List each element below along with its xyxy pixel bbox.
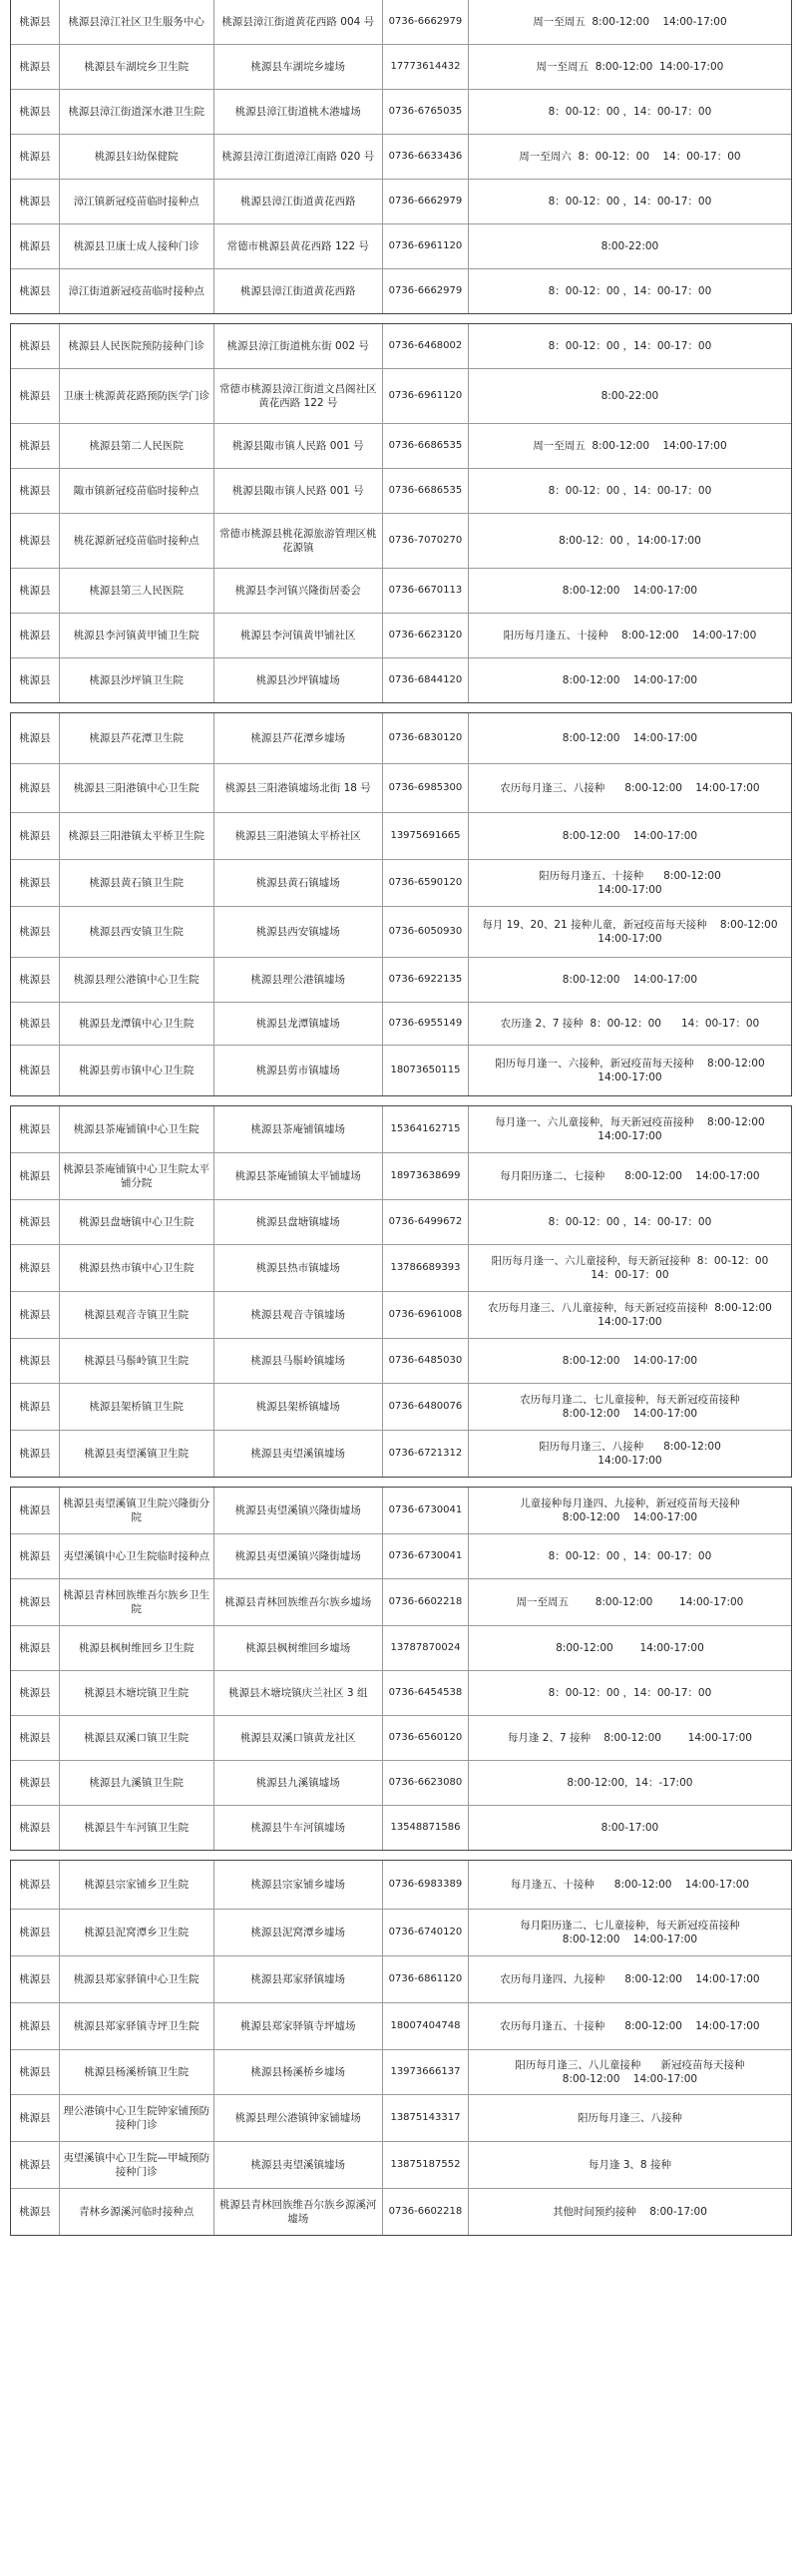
phone-cell: 0736-6983389: [382, 1861, 468, 1909]
hours-cell: 周一至周六 8：00-12：00 14：00-17：00: [468, 135, 791, 179]
unit-name-cell: 漳江街道新冠疫苗临时接种点: [59, 269, 213, 313]
table-row: [11, 613, 791, 657]
phone-cell: 18073650115: [382, 1046, 468, 1095]
address-cell: 桃源县双溪口镇黄龙社区: [213, 1716, 383, 1760]
table-row: [11, 1106, 791, 1152]
table-row: [11, 859, 791, 906]
table-row: [11, 568, 791, 613]
hours-cell: 农历逢 2、7 接种 8：00-12：00 14：00-17：00: [468, 1003, 791, 1045]
address-cell: 桃源县夷望溪镇墟场: [213, 1431, 383, 1477]
county-cell: 桃源县: [19, 1123, 51, 1135]
county-cell: 桃源县: [19, 16, 51, 28]
hours-cell: 8:00-12:00 14:00-17:00: [468, 569, 791, 613]
table-section: [10, 1105, 792, 1478]
phone-cell: 0736-6670113: [382, 569, 468, 613]
phone-cell: 0736-6730041: [382, 1488, 468, 1533]
unit-name-cell: 桃源县妇幼保健院: [59, 135, 213, 179]
hours-cell: 农历每月逢四、九接种 8:00-12:00 14:00-17:00: [468, 1956, 791, 2002]
hours-cell: 每月阳历逢二、七儿童接种，每天新冠疫苗接种 8:00-12:00 14:00-17:00: [468, 1910, 791, 1955]
unit-name-cell: 桃源县郑家驿镇寺坪卫生院: [59, 2003, 213, 2049]
unit-name-cell: 卫康士桃源黄花路预防医学门诊: [59, 369, 213, 423]
phone-cell: 0736-6623120: [382, 614, 468, 657]
hours-cell: 8:00-12:00，14：-17:00: [468, 1761, 791, 1805]
county-cell: 桃源县: [19, 1355, 51, 1367]
table-row: [11, 1338, 791, 1383]
table-row: [11, 1430, 791, 1477]
unit-name-cell: 桃源县西安镇卫生院: [59, 907, 213, 957]
hours-cell: 周一至周五 8:00-12:00 14:00-17:00: [468, 45, 791, 89]
address-cell: 桃源县龙潭镇墟场: [213, 1003, 383, 1045]
address-cell: 桃源县漳江街道漳江南路 020 号: [213, 135, 383, 179]
hours-cell: 每月逢一、六儿童接种，每天新冠疫苗接种 8:00-12:00 14:00-17:00: [468, 1106, 791, 1152]
county-cell: 桃源县: [19, 830, 51, 842]
table-row: [11, 1152, 791, 1199]
hours-cell: 8:00-12:00 14:00-17:00: [468, 813, 791, 859]
phone-cell: 0736-6633436: [382, 135, 468, 179]
address-cell: 桃源县黄石镇墟场: [213, 860, 383, 906]
county-cell: 桃源县: [19, 630, 51, 642]
table-row: [11, 1760, 791, 1805]
table-row: [11, 1805, 791, 1850]
address-cell: 桃源县西安镇墟场: [213, 907, 383, 957]
county-cell: 桃源县: [19, 1018, 51, 1030]
table-row: [11, 1955, 791, 2002]
unit-name-cell: 桃源县杨溪桥镇卫生院: [59, 2050, 213, 2094]
phone-cell: 0736-6662979: [382, 269, 468, 313]
county-cell: 桃源县: [19, 1822, 51, 1834]
address-cell: 桃源县枫树维回乡墟场: [213, 1626, 383, 1670]
unit-name-cell: 桃源县双溪口镇卫生院: [59, 1716, 213, 1760]
county-cell: 桃源县: [19, 240, 51, 252]
county-cell: 桃源县: [19, 440, 51, 452]
table-row: [11, 1244, 791, 1291]
address-cell: 桃源县郑家驿镇墟场: [213, 1956, 383, 2002]
unit-name-cell: 桃源县枫树维回乡卫生院: [59, 1626, 213, 1670]
address-cell: 桃源县三阳港镇太平桥社区: [213, 813, 383, 859]
address-cell: 桃源县杨溪桥乡墟场: [213, 2050, 383, 2094]
address-cell: 桃源县理公港镇墟场: [213, 958, 383, 1002]
hours-cell: 8:00-12：00 ，14:00-17:00: [468, 514, 791, 568]
unit-name-cell: 桃源县漳江街道深水港卫生院: [59, 90, 213, 134]
address-cell: 桃源县漳江街道桃木港墟场: [213, 90, 383, 134]
hours-cell: 周一至周五 8:00-12:00 14:00-17:00: [468, 0, 791, 44]
county-cell: 桃源县: [19, 2112, 51, 2124]
phone-cell: 0736-6485030: [382, 1339, 468, 1383]
phone-cell: 0736-6050930: [382, 907, 468, 957]
hours-cell: 农历每月逢三、八儿童接种，每天新冠疫苗接种 8:00-12:00 14:00-17:00: [468, 1292, 791, 1338]
unit-name-cell: 桃源县夷望溪镇卫生院: [59, 1431, 213, 1477]
address-cell: 常德市桃源县漳江街道文昌阁社区黄花西路 122 号: [213, 369, 383, 423]
hours-cell: 8：00-12：00 ，14：00-17：00: [468, 90, 791, 134]
phone-cell: 0736-6662979: [382, 0, 468, 44]
unit-name-cell: 桃花源新冠疫苗临时接种点: [59, 514, 213, 568]
unit-name-cell: 桃源县茶庵铺镇中心卫生院太平铺分院: [59, 1153, 213, 1199]
phone-cell: 0736-6830120: [382, 713, 468, 763]
unit-name-cell: 桃源县盘塘镇中心卫生院: [59, 1200, 213, 1244]
hours-cell: 周一至周五 8:00-12:00 14:00-17:00: [468, 424, 791, 468]
table-row: [11, 134, 791, 179]
hours-cell: 8：00-12：00 ，14：00-17：00: [468, 269, 791, 313]
phone-cell: 0736-6686535: [382, 424, 468, 468]
phone-cell: 0736-6961120: [382, 224, 468, 268]
hours-cell: 8:00-17:00: [468, 1806, 791, 1850]
county-cell: 桃源县: [19, 585, 51, 597]
address-cell: 桃源县牛车河镇墟场: [213, 1806, 383, 1850]
address-cell: 桃源县茶庵铺镇墟场: [213, 1106, 383, 1152]
table-row: [11, 957, 791, 1002]
hours-cell: 8:00-12:00 14:00-17:00: [468, 1626, 791, 1670]
unit-name-cell: 桃源县第三人民医院: [59, 569, 213, 613]
phone-cell: 0736-6730041: [382, 1534, 468, 1578]
unit-name-cell: 桃源县牛车河镇卫生院: [59, 1806, 213, 1850]
hours-cell: 阳历每月逢三、八接种: [468, 2095, 791, 2141]
address-cell: 桃源县盘塘镇墟场: [213, 1200, 383, 1244]
unit-name-cell: 桃源县剪市镇中心卫生院: [59, 1046, 213, 1095]
unit-name-cell: 桃源县宗家铺乡卫生院: [59, 1861, 213, 1909]
hours-cell: 8:00-12:00 14:00-17:00: [468, 1339, 791, 1383]
phone-cell: 13973666137: [382, 2050, 468, 2094]
county-cell: 桃源县: [19, 1732, 51, 1744]
address-cell: 桃源县沙坪镇墟场: [213, 658, 383, 702]
address-cell: 桃源县理公港镇钟家铺墟场: [213, 2095, 383, 2141]
phone-cell: 0736-6623080: [382, 1761, 468, 1805]
phone-cell: 13548871586: [382, 1806, 468, 1850]
phone-cell: 13975691665: [382, 813, 468, 859]
table-row: [11, 368, 791, 423]
table-row: [11, 812, 791, 859]
phone-cell: 0736-6961008: [382, 1292, 468, 1338]
hours-cell: 8：00-12：00 ，14：00-17：00: [468, 469, 791, 513]
county-cell: 桃源县: [19, 1401, 51, 1413]
unit-name-cell: 桃源县沙坪镇卫生院: [59, 658, 213, 702]
unit-name-cell: 桃源县热市镇中心卫生院: [59, 1245, 213, 1291]
table-row: [11, 713, 791, 763]
county-cell: 桃源县: [19, 974, 51, 986]
phone-cell: 0736-6602218: [382, 1579, 468, 1625]
unit-name-cell: 桃源县郑家驿镇中心卫生院: [59, 1956, 213, 2002]
county-cell: 桃源县: [19, 61, 51, 73]
unit-name-cell: 桃源县木塘垸镇卫生院: [59, 1671, 213, 1715]
hours-cell: 每月逢五、十接种 8:00-12:00 14:00-17:00: [468, 1861, 791, 1909]
phone-cell: 17773614432: [382, 45, 468, 89]
address-cell: 桃源县郑家驿镇寺坪墟场: [213, 2003, 383, 2049]
table-row: [11, 2002, 791, 2049]
phone-cell: 0736-6454538: [382, 1671, 468, 1715]
county-cell: 桃源县: [19, 2159, 51, 2171]
address-cell: 桃源县夷望溪镇墟场: [213, 2142, 383, 2188]
unit-name-cell: 桃源县第二人民医院: [59, 424, 213, 468]
county-cell: 桃源县: [19, 1642, 51, 1654]
table-row: [11, 657, 791, 702]
county-cell: 桃源县: [19, 674, 51, 686]
phone-cell: 0736-7070270: [382, 514, 468, 568]
unit-name-cell: 夷望溪镇中心卫生院—甲城预防接种门诊: [59, 2142, 213, 2188]
address-cell: 桃源县茶庵铺镇太平铺墟场: [213, 1153, 383, 1199]
phone-cell: 0736-6861120: [382, 1956, 468, 2002]
table-row: [11, 1909, 791, 1955]
table-row: [11, 1533, 791, 1578]
unit-name-cell: 桃源县架桥镇卫生院: [59, 1384, 213, 1430]
county-cell: 桃源县: [19, 1687, 51, 1699]
phone-cell: 0736-6560120: [382, 1716, 468, 1760]
hours-cell: 农历每月逢三、八接种 8:00-12:00 14:00-17:00: [468, 764, 791, 812]
phone-cell: 15364162715: [382, 1106, 468, 1152]
county-cell: 桃源县: [19, 1596, 51, 1608]
table-row: [11, 2094, 791, 2141]
phone-cell: 0736-6740120: [382, 1910, 468, 1955]
county-cell: 桃源县: [19, 1927, 51, 1938]
address-cell: 桃源县架桥镇墟场: [213, 1384, 383, 1430]
table-row: [11, 44, 791, 89]
hours-cell: 8：00-12：00 ，14：00-17：00: [468, 180, 791, 223]
county-cell: 桃源县: [19, 2020, 51, 2032]
address-cell: 桃源县泥窝潭乡墟场: [213, 1910, 383, 1955]
table-row: [11, 1625, 791, 1670]
hours-cell: 8：00-12：00 ，14：00-17：00: [468, 1200, 791, 1244]
table-row: [11, 763, 791, 812]
county-cell: 桃源县: [19, 1065, 51, 1076]
hours-cell: 8:00-12:00 14:00-17:00: [468, 958, 791, 1002]
table-section: [10, 323, 792, 703]
phone-cell: 0736-6480076: [382, 1384, 468, 1430]
county-cell: 桃源县: [19, 106, 51, 118]
county-cell: 桃源县: [19, 1879, 51, 1891]
hours-cell: 阳历每月逢一、六儿童接种，每天新冠接种 8：00-12：00 14：00-17：00: [468, 1245, 791, 1291]
hours-cell: 农历每月逢二、七儿童接种，每天新冠疫苗接种 8:00-12:00 14:00-17:00: [468, 1384, 791, 1430]
phone-cell: 0736-6955149: [382, 1003, 468, 1045]
address-cell: 桃源县漳江街道黄花西路: [213, 269, 383, 313]
table-section: [10, 1860, 792, 2236]
address-cell: 桃源县木塘垸镇庆兰社区 3 组: [213, 1671, 383, 1715]
phone-cell: 0736-6765035: [382, 90, 468, 134]
phone-cell: 0736-6662979: [382, 180, 468, 223]
hours-cell: 每月 19、20、21 接种儿童，新冠疫苗每天接种 8:00-12:00 14:00-17:00: [468, 907, 791, 957]
address-cell: 桃源县李河镇兴隆街居委会: [213, 569, 383, 613]
table-row: [11, 89, 791, 134]
hours-cell: 8:00-12:00 14:00-17:00: [468, 713, 791, 763]
hours-cell: 8：00-12：00 ，14：00-17：00: [468, 324, 791, 368]
unit-name-cell: 桃源县人民医院预防接种门诊: [59, 324, 213, 368]
phone-cell: 18973638699: [382, 1153, 468, 1199]
county-cell: 桃源县: [19, 877, 51, 889]
address-cell: 桃源县青林回族维吾尔族乡源溪河墟场: [213, 2189, 383, 2235]
address-cell: 桃源县李河镇黄甲铺社区: [213, 614, 383, 657]
table-row: [11, 513, 791, 568]
address-cell: 桃源县漳江街道桃东街 002 号: [213, 324, 383, 368]
table-row: [11, 906, 791, 957]
address-cell: 桃源县九溪镇墟场: [213, 1761, 383, 1805]
table-row: [11, 468, 791, 513]
address-cell: 桃源县马鬃岭镇墟场: [213, 1339, 383, 1383]
unit-name-cell: 桃源县漳江社区卫生服务中心: [59, 0, 213, 44]
county-cell: 桃源县: [19, 390, 51, 402]
county-cell: 桃源县: [19, 1170, 51, 1182]
county-cell: 桃源县: [19, 1448, 51, 1460]
table-row: [11, 1199, 791, 1244]
address-cell: 桃源县三阳港镇墟场北街 18 号: [213, 764, 383, 812]
table-row: [11, 423, 791, 468]
address-cell: 桃源县宗家铺乡墟场: [213, 1861, 383, 1909]
unit-name-cell: 陬市镇新冠疫苗临时接种点: [59, 469, 213, 513]
unit-name-cell: 桃源县李河镇黄甲铺卫生院: [59, 614, 213, 657]
address-cell: 桃源县漳江街道黄花西路: [213, 180, 383, 223]
unit-name-cell: 桃源县夷望溪镇卫生院兴隆街分院: [59, 1488, 213, 1533]
hours-cell: 周一至周五 8:00-12:00 14:00-17:00: [468, 1579, 791, 1625]
unit-name-cell: 桃源县车湖垸乡卫生院: [59, 45, 213, 89]
hours-cell: 农历每月逢五、十接种 8:00-12:00 14:00-17:00: [468, 2003, 791, 2049]
hours-cell: 其他时间预约接种 8:00-17:00: [468, 2189, 791, 2235]
hours-cell: 阳历每月逢一、六接种，新冠疫苗每天接种 8:00-12:00 14:00-17:00: [468, 1046, 791, 1095]
hours-cell: 8：00-12：00 ，14：00-17：00: [468, 1534, 791, 1578]
hours-cell: 8:00-12:00 14:00-17:00: [468, 658, 791, 702]
address-cell: 桃源县夷望溪镇兴隆街墟场: [213, 1534, 383, 1578]
table-row: [11, 1578, 791, 1625]
hours-cell: 每月逢 2、7 接种 8:00-12:00 14:00-17:00: [468, 1716, 791, 1760]
unit-name-cell: 桃源县卫康士成人接种门诊: [59, 224, 213, 268]
phone-cell: 0736-6961120: [382, 369, 468, 423]
address-cell: 桃源县陬市镇人民路 001 号: [213, 469, 383, 513]
unit-name-cell: 桃源县九溪镇卫生院: [59, 1761, 213, 1805]
unit-name-cell: 桃源县马鬃岭镇卫生院: [59, 1339, 213, 1383]
county-cell: 桃源县: [19, 2206, 51, 2218]
phone-cell: 13786689393: [382, 1245, 468, 1291]
table-row: [11, 223, 791, 268]
county-cell: 桃源县: [19, 1777, 51, 1789]
county-cell: 桃源县: [19, 485, 51, 497]
address-cell: 桃源县剪市镇墟场: [213, 1046, 383, 1095]
unit-name-cell: 青林乡源溪河临时接种点: [59, 2189, 213, 2235]
hours-cell: 阳历每月逢三、八儿童接种 新冠疫苗每天接种 8:00-12:00 14:00-17:00: [468, 2050, 791, 2094]
unit-name-cell: 桃源县芦花潭卫生院: [59, 713, 213, 763]
hours-cell: 8:00-22:00: [468, 369, 791, 423]
table-row: [11, 268, 791, 313]
county-cell: 桃源县: [19, 732, 51, 744]
unit-name-cell: 桃源县观音寺镇卫生院: [59, 1292, 213, 1338]
phone-cell: 0736-6721312: [382, 1431, 468, 1477]
unit-name-cell: 漳江镇新冠疫苗临时接种点: [59, 180, 213, 223]
county-cell: 桃源县: [19, 926, 51, 938]
table-row: [11, 2188, 791, 2235]
county-cell: 桃源县: [19, 1216, 51, 1228]
table-row: [11, 1045, 791, 1095]
table-section: [10, 1487, 792, 1851]
phone-cell: 0736-6844120: [382, 658, 468, 702]
phone-cell: 0736-6922135: [382, 958, 468, 1002]
table-row: [11, 179, 791, 223]
phone-cell: 13875143317: [382, 2095, 468, 2141]
address-cell: 桃源县芦花潭乡墟场: [213, 713, 383, 763]
unit-name-cell: 桃源县青林回族维吾尔族乡卫生院: [59, 1579, 213, 1625]
hours-cell: 每月逢 3、8 接种: [468, 2142, 791, 2188]
hours-cell: 阳历每月逢五、十接种 8:00-12:00 14:00-17:00: [468, 860, 791, 906]
table-row: [11, 2049, 791, 2094]
unit-name-cell: 理公港镇中心卫生院钟家铺预防接种门诊: [59, 2095, 213, 2141]
county-cell: 桃源县: [19, 340, 51, 352]
county-cell: 桃源县: [19, 1973, 51, 1985]
unit-name-cell: 桃源县理公港镇中心卫生院: [59, 958, 213, 1002]
phone-cell: 0736-6468002: [382, 324, 468, 368]
address-cell: 桃源县陬市镇人民路 001 号: [213, 424, 383, 468]
table-section: [10, 712, 792, 1096]
county-cell: 桃源县: [19, 1504, 51, 1516]
county-cell: 桃源县: [19, 196, 51, 208]
table-section: [10, 0, 792, 314]
phone-cell: 0736-6602218: [382, 2189, 468, 2235]
table-row: [11, 324, 791, 368]
phone-cell: 0736-6686535: [382, 469, 468, 513]
address-cell: 桃源县车湖垸乡墟场: [213, 45, 383, 89]
address-cell: 常德市桃源县黄花西路 122 号: [213, 224, 383, 268]
address-cell: 桃源县夷望溪镇兴隆街墟场: [213, 1488, 383, 1533]
county-cell: 桃源县: [19, 535, 51, 547]
county-cell: 桃源县: [19, 285, 51, 297]
phone-cell: 0736-6499672: [382, 1200, 468, 1244]
table-row: [11, 1670, 791, 1715]
county-cell: 桃源县: [19, 1262, 51, 1274]
unit-name-cell: 桃源县黄石镇卫生院: [59, 860, 213, 906]
phone-cell: 0736-6985300: [382, 764, 468, 812]
county-cell: 桃源县: [19, 782, 51, 794]
unit-name-cell: 桃源县龙潭镇中心卫生院: [59, 1003, 213, 1045]
county-cell: 桃源县: [19, 1550, 51, 1562]
table-row: [11, 1002, 791, 1045]
phone-cell: 18007404748: [382, 2003, 468, 2049]
county-cell: 桃源县: [19, 151, 51, 163]
hours-cell: 8：00-12：00 ，14：00-17：00: [468, 1671, 791, 1715]
unit-name-cell: 桃源县茶庵铺镇中心卫生院: [59, 1106, 213, 1152]
address-cell: 桃源县漳江街道黄花西路 004 号: [213, 0, 383, 44]
table-row: [11, 1383, 791, 1430]
county-cell: 桃源县: [19, 2066, 51, 2078]
phone-cell: 13787870024: [382, 1626, 468, 1670]
phone-cell: 13875187552: [382, 2142, 468, 2188]
unit-name-cell: 桃源县三阳港镇中心卫生院: [59, 764, 213, 812]
hours-cell: 儿童接种每月逢四、九接种，新冠疫苗每天接种 8:00-12:00 14:00-17:00: [468, 1488, 791, 1533]
table-row: [11, 1861, 791, 1909]
unit-name-cell: 桃源县三阳港镇太平桥卫生院: [59, 813, 213, 859]
unit-name-cell: 桃源县泥窝潭乡卫生院: [59, 1910, 213, 1955]
table-row: [11, 2141, 791, 2188]
address-cell: 常德市桃源县桃花源旅游管理区桃花源镇: [213, 514, 383, 568]
table-row: [11, 1291, 791, 1338]
address-cell: 桃源县青林回族维吾尔族乡墟场: [213, 1579, 383, 1625]
vaccination-site-table: [10, 0, 792, 2236]
address-cell: 桃源县热市镇墟场: [213, 1245, 383, 1291]
hours-cell: 阳历每月逢五、十接种 8:00-12:00 14:00-17:00: [468, 614, 791, 657]
hours-cell: 阳历每月逢三、八接种 8:00-12:00 14:00-17:00: [468, 1431, 791, 1477]
county-cell: 桃源县: [19, 1309, 51, 1321]
table-row: [11, 1715, 791, 1760]
table-row: [11, 1488, 791, 1533]
hours-cell: 8:00-22:00: [468, 224, 791, 268]
unit-name-cell: 夷望溪镇中心卫生院临时接种点: [59, 1534, 213, 1578]
phone-cell: 0736-6590120: [382, 860, 468, 906]
table-row: [11, 0, 791, 44]
address-cell: 桃源县观音寺镇墟场: [213, 1292, 383, 1338]
hours-cell: 每月阳历逢二、七接种 8:00-12:00 14:00-17:00: [468, 1153, 791, 1199]
